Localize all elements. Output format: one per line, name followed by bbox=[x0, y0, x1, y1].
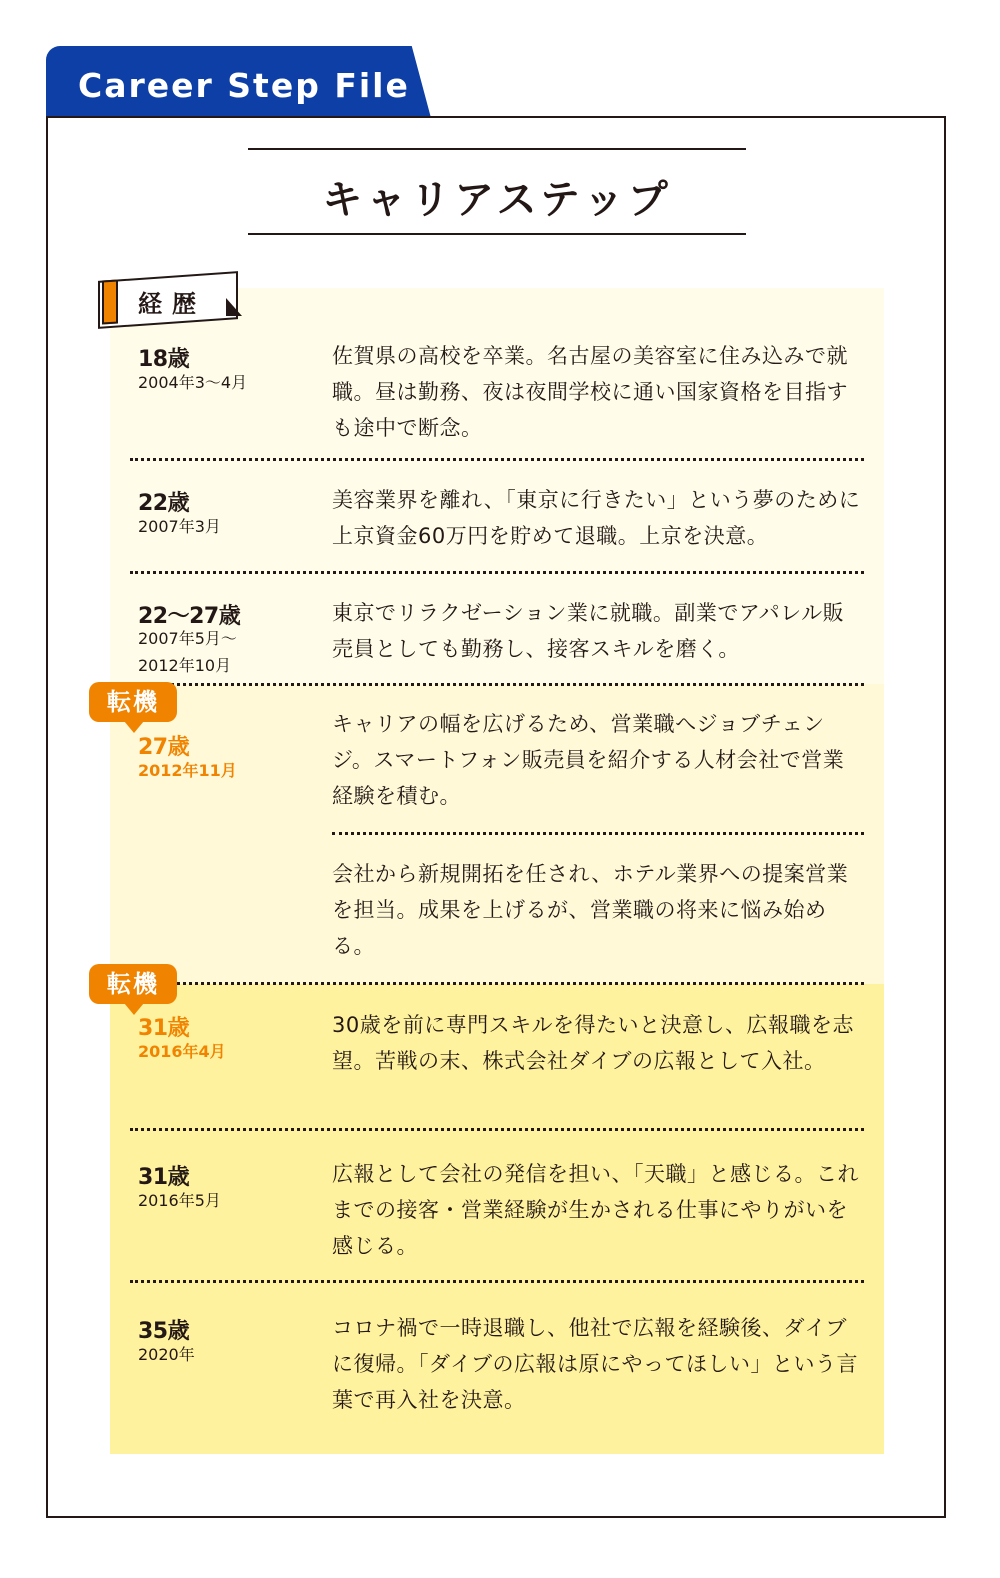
entry-separator bbox=[130, 458, 864, 461]
entry-separator bbox=[130, 1128, 864, 1131]
tab-label: Career Step File bbox=[78, 66, 410, 105]
entry-description: 30歳を前に専門スキルを得たいと決意し、広報職を志望。苦戦の末、株式会社ダイブの広報として入社。 bbox=[332, 1013, 855, 1073]
entry-description-continued: 会社から新規開拓を任され、ホテル業界への提案営業を担当。成果を上げるが、営業職の将来に悩み始める。 bbox=[332, 862, 849, 958]
badge-label: 経歴 bbox=[138, 290, 206, 318]
entry-age: 31歳 bbox=[138, 1165, 190, 1190]
badge-stripe bbox=[102, 279, 118, 324]
entry-age: 27歳 bbox=[138, 735, 190, 760]
entry-date: 2016年5月 bbox=[138, 1191, 221, 1210]
entry-sub-separator bbox=[332, 832, 864, 835]
entry-age: 35歳 bbox=[138, 1319, 190, 1344]
turning-point-tag: 転機 bbox=[89, 682, 177, 722]
history-badge bbox=[98, 266, 248, 330]
entry-date: 2004年3〜4月 bbox=[138, 373, 248, 392]
entry-date: 2007年3月 bbox=[138, 517, 221, 536]
entry-date: 2012年11月 bbox=[138, 761, 237, 780]
entry-date: 2012年10月 bbox=[138, 656, 232, 675]
entry-age: 18歳 bbox=[138, 347, 190, 372]
entry-age: 22〜27歳 bbox=[138, 604, 241, 629]
entry-description: 佐賀県の高校を卒業。名古屋の美容室に住み込みで就職。昼は勤務、夜は夜間学校に通い国家資格を目指すも途中で断念。 bbox=[332, 344, 848, 440]
entry-separator bbox=[130, 1280, 864, 1283]
title-rule-top bbox=[248, 148, 746, 150]
entry-age: 22歳 bbox=[138, 491, 190, 516]
entry-age: 31歳 bbox=[138, 1016, 190, 1041]
entry-description: 美容業界を離れ、「東京に行きたい」という夢のために上京資金60万円を貯めて退職。上京を決意。 bbox=[332, 488, 861, 548]
badge-fold bbox=[226, 298, 242, 316]
entry-separator bbox=[130, 982, 864, 985]
entry-date: 2016年4月 bbox=[138, 1042, 226, 1061]
entry-separator bbox=[130, 571, 864, 574]
page-title: キャリアステップ bbox=[322, 177, 672, 223]
entry-date: 2007年5月〜 bbox=[138, 629, 237, 648]
title-rule-bottom bbox=[248, 233, 746, 235]
entry-separator bbox=[130, 683, 864, 686]
entry-date: 2020年 bbox=[138, 1345, 195, 1364]
entry-description: キャリアの幅を広げるため、営業職へジョブチェンジ。スマートフォン販売員を紹介する人材会社で営業経験を積む。 bbox=[332, 712, 845, 808]
entry-description: 東京でリラクゼーション業に就職。副業でアパレル販売員としても勤務し、接客スキルを磨く。 bbox=[332, 601, 845, 661]
entry-description: 広報として会社の発信を担い、「天職」と感じる。これまでの接客・営業経験が生かされる仕事にやりがいを感じる。 bbox=[332, 1162, 859, 1258]
entry-description: コロナ禍で一時退職し、他社で広報を経験後、ダイブに復帰。「ダイブの広報は原にやってほしい」という言葉で再入社を決意。 bbox=[332, 1316, 858, 1412]
turning-point-tag: 転機 bbox=[89, 964, 177, 1004]
